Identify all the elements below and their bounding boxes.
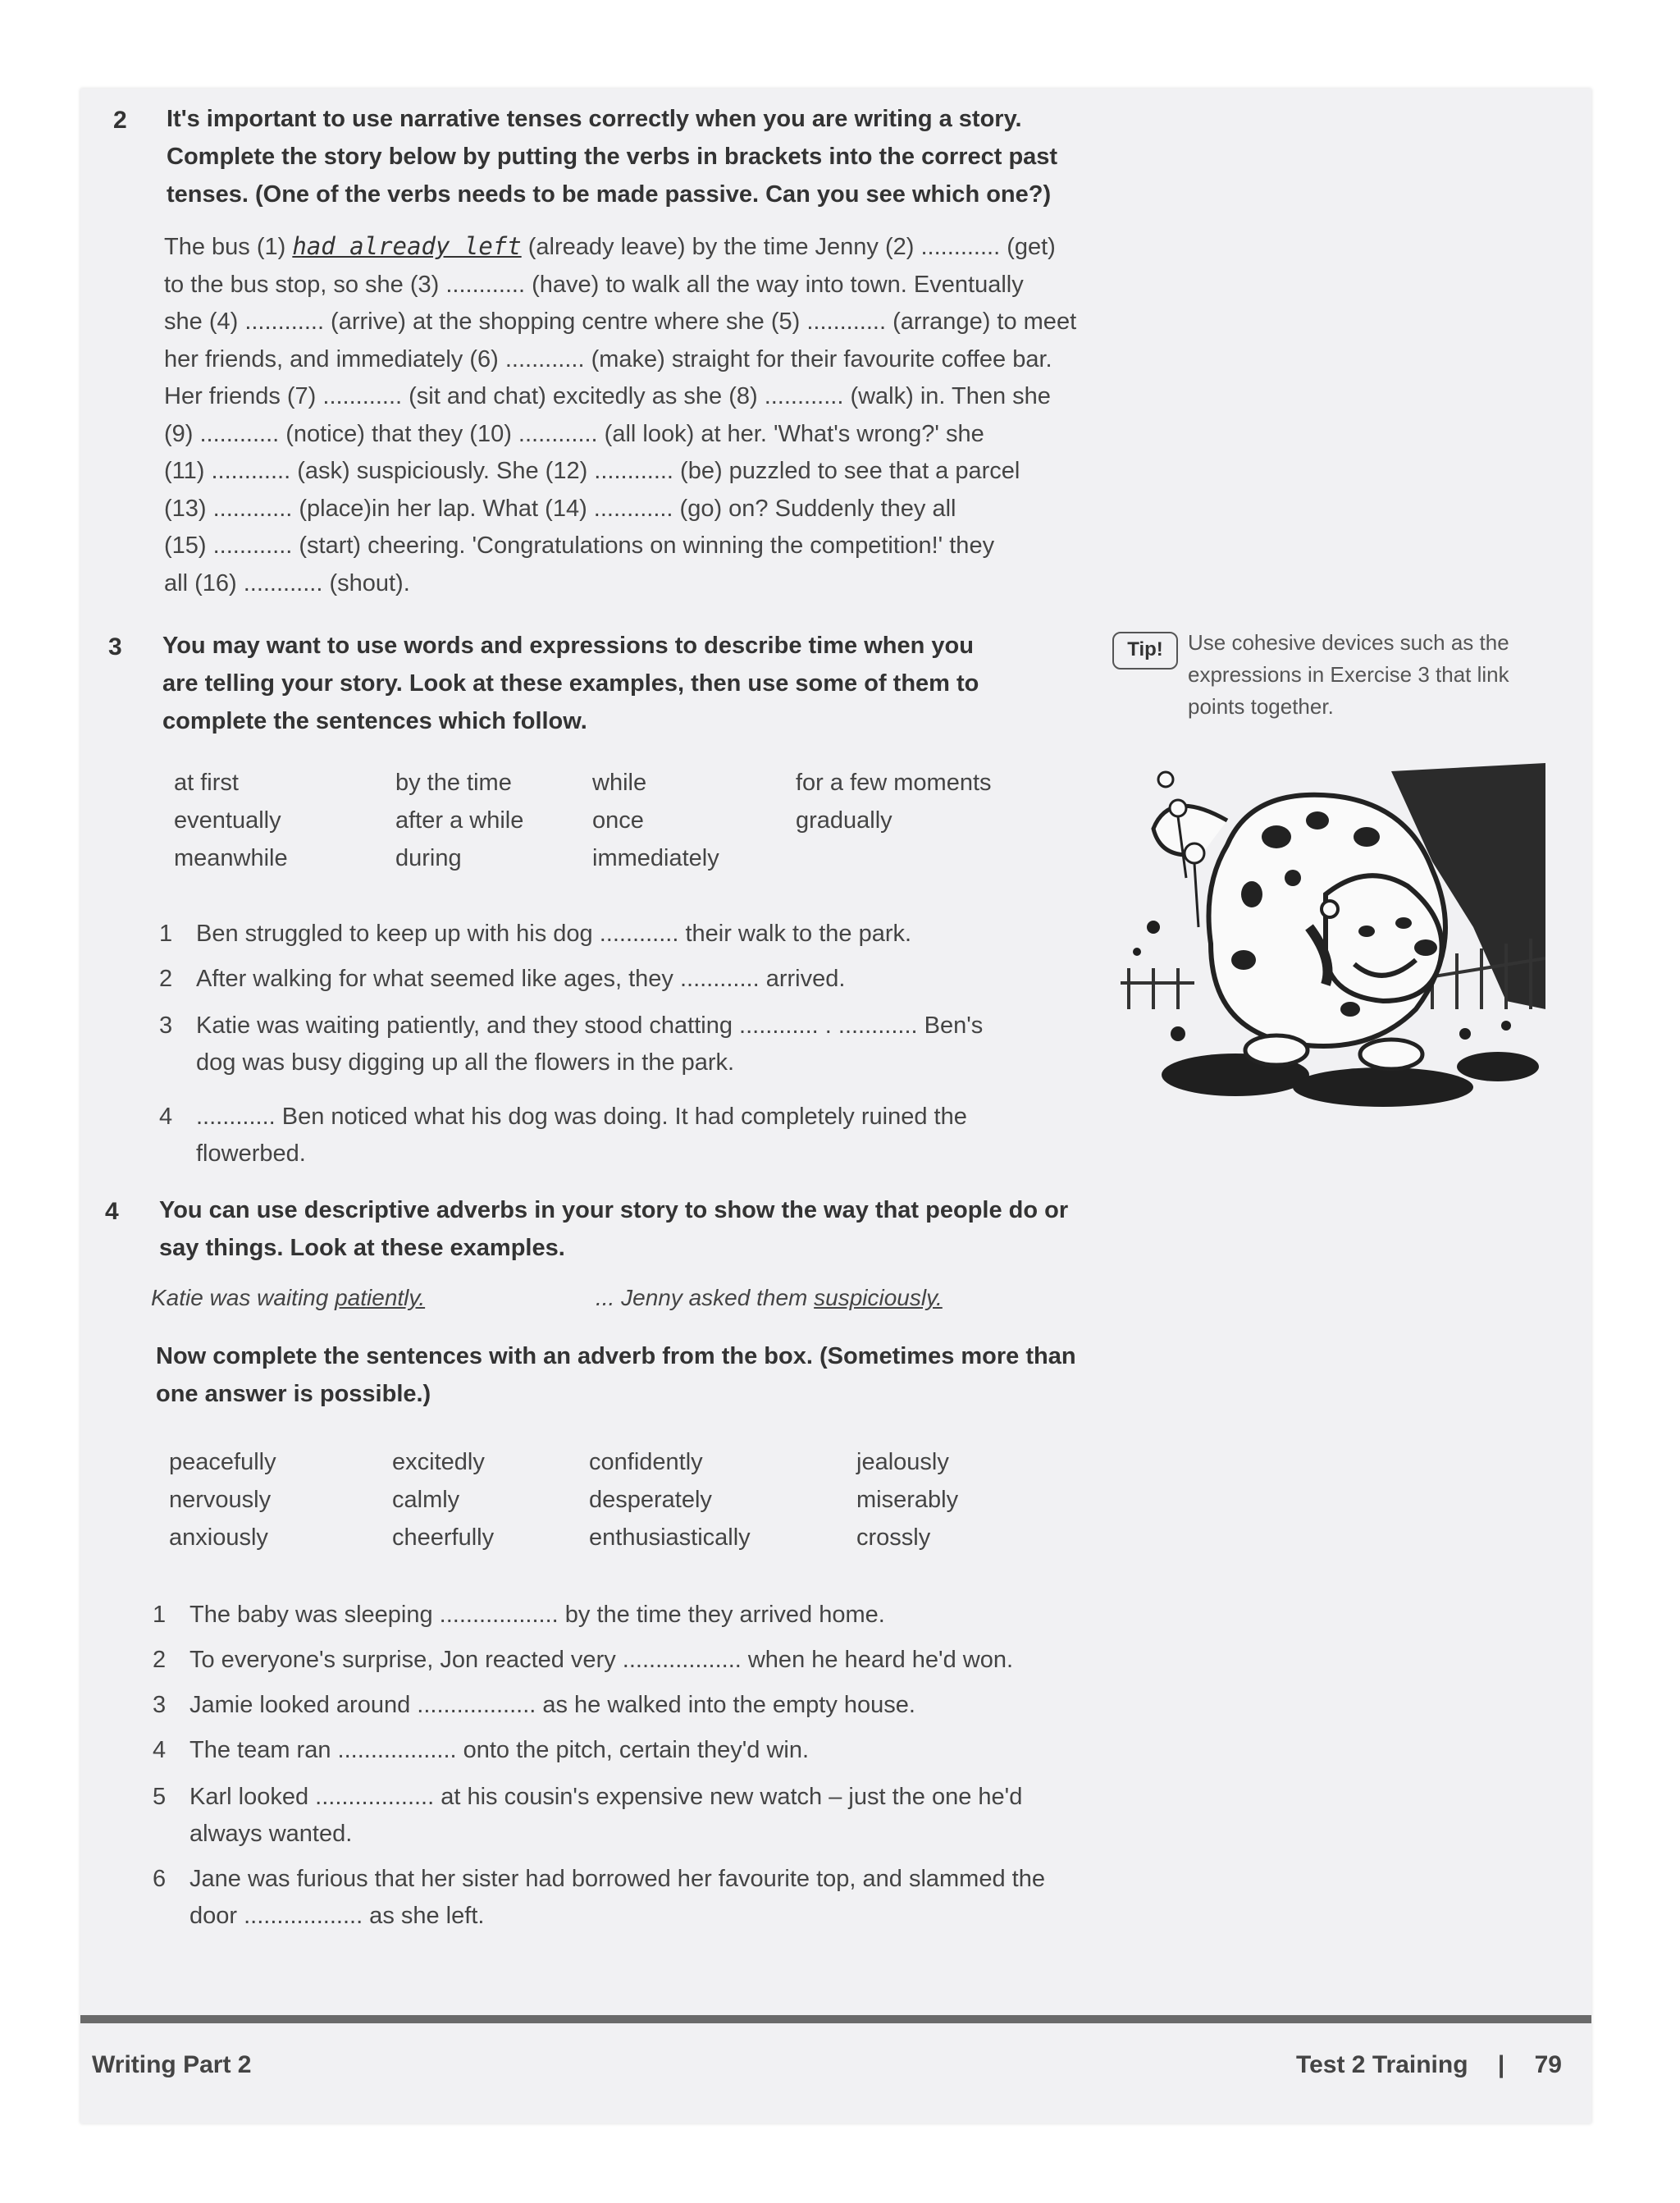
example-text: Katie was waiting xyxy=(151,1285,336,1310)
word: miserably xyxy=(856,1487,959,1513)
instruction-line: tenses. (One of the verbs needs to be made passive. Can you see which one?) xyxy=(167,181,1052,208)
sentence-text: flowerbed. xyxy=(196,1140,306,1167)
sentence-number: 1 xyxy=(159,921,173,947)
word: desperately xyxy=(589,1487,712,1513)
sentence-text: ............ Ben noticed what his dog was doing. It had completely ruined the xyxy=(196,1104,967,1130)
story-line: (9) ............ (notice) that they (10) ............ (all look) at her. 'What's wrong?' she xyxy=(164,420,984,447)
footer-separator: | xyxy=(1497,2051,1505,2078)
word: while xyxy=(592,770,647,796)
workbook-page xyxy=(80,89,1591,2123)
instruction-line: You can use descriptive adverbs in your story to show the way that people do or xyxy=(159,1197,1069,1223)
word: jealously xyxy=(856,1449,949,1475)
word: by the time xyxy=(395,770,512,796)
footer-page-info xyxy=(1296,2051,1562,2079)
sentence-number: 2 xyxy=(159,966,173,992)
story-line: to the bus stop, so she (3) ............ (have) to walk all the way into town. Eventually xyxy=(164,271,1024,298)
sentence-text: always wanted. xyxy=(189,1821,353,1847)
instruction-line: You may want to use words and expressions to describe time when you xyxy=(162,633,974,659)
word: for a few moments xyxy=(796,770,992,796)
cartoon-dog-digging-flowers-icon xyxy=(1121,763,1545,1124)
sentence-text: Karl looked .................. at his cousin's expensive new watch – just the one he'd xyxy=(189,1784,1023,1810)
story-fragment: The bus (1) xyxy=(164,234,293,260)
adverb-example-1 xyxy=(151,1285,425,1311)
exercise-3-sentences xyxy=(159,916,1102,1178)
footer-divider xyxy=(80,2015,1591,2023)
instruction-line: It's important to use narrative tenses correctly when you are writing a story. xyxy=(167,106,1022,132)
instruction-line: Now complete the sentences with an adverb from the box. (Sometimes more than xyxy=(156,1343,1076,1369)
sentence-text: Katie was waiting patiently, and they stood chatting ............ . ............ Ben's xyxy=(196,1012,984,1039)
sentence-text: door .................. as she left. xyxy=(189,1903,485,1929)
word: once xyxy=(592,807,644,834)
sentence-text: The baby was sleeping .................. by the time they arrived home. xyxy=(189,1602,885,1628)
exercise-4-number: 4 xyxy=(105,1198,119,1225)
adverbs-box xyxy=(169,1449,1071,1564)
word: anxiously xyxy=(169,1524,268,1551)
sentence-number: 6 xyxy=(153,1866,167,1892)
sentence-text: The team ran .................. onto the pitch, certain they'd win. xyxy=(189,1737,810,1763)
story-line: she (4) ............ (arrive) at the shopping centre where she (5) ............ (arrange) to meet xyxy=(164,309,1077,335)
instruction-line: say things. Look at these examples. xyxy=(159,1235,565,1261)
sentence-number: 3 xyxy=(153,1692,167,1718)
word: gradually xyxy=(796,807,892,834)
word: during xyxy=(395,845,462,871)
tip-line: expressions in Exercise 3 that link xyxy=(1188,662,1509,687)
story-line: all (16) ............ (shout). xyxy=(164,569,410,596)
exercise-3-number: 3 xyxy=(108,633,122,660)
story-fragment: (already leave) by the time Jenny (2) ............ (get) xyxy=(521,234,1056,260)
tip-line: Use cohesive devices such as the xyxy=(1188,630,1509,655)
word: crossly xyxy=(856,1524,931,1551)
exercise-4-sentences xyxy=(153,1597,1170,1941)
time-expressions-box xyxy=(174,770,1076,884)
instruction-line: complete the sentences which follow. xyxy=(162,708,587,734)
sentence-number: 2 xyxy=(153,1647,167,1673)
instruction-line: Complete the story below by putting the verbs in brackets into the correct past xyxy=(167,144,1058,170)
handwritten-answer: had already left xyxy=(292,232,522,260)
sentence-number: 5 xyxy=(153,1784,167,1810)
story-text xyxy=(164,228,1198,602)
example-adverb: suspiciously. xyxy=(814,1285,943,1310)
exercise-4-instructions xyxy=(159,1191,1068,1267)
word: excitedly xyxy=(392,1449,485,1475)
footer-section: Training xyxy=(1372,2051,1468,2078)
sentence-text: dog was busy digging up all the flowers in the park. xyxy=(196,1049,735,1076)
word: peacefully xyxy=(169,1449,276,1475)
word: eventually xyxy=(174,807,281,834)
sentence-number: 1 xyxy=(153,1602,167,1628)
exercise-2-number: 2 xyxy=(113,107,127,134)
footer-section-title: Writing Part 2 xyxy=(92,2051,252,2078)
word: meanwhile xyxy=(174,845,288,871)
tip-text xyxy=(1188,627,1509,723)
instruction-line: one answer is possible.) xyxy=(156,1381,431,1407)
sentence-text: Jamie looked around .................. as he walked into the empty house. xyxy=(189,1692,915,1718)
story-line: her friends, and immediately (6) ............ (make) straight for their favourite coffee bar. xyxy=(164,345,1052,372)
sentence-text: After walking for what seemed like ages, they ............ arrived. xyxy=(196,966,846,992)
footer-test: Test 2 xyxy=(1296,2051,1366,2078)
word: confidently xyxy=(589,1449,703,1475)
word: calmly xyxy=(392,1487,460,1513)
word: nervously xyxy=(169,1487,272,1513)
example-adverb: patiently. xyxy=(335,1285,426,1310)
page-number: 79 xyxy=(1534,2051,1562,2078)
tip-line: points together. xyxy=(1188,694,1334,719)
story-line: (13) ............ (place)in her lap. What (14) ............ (go) on? Suddenly they all xyxy=(164,495,956,522)
story-line xyxy=(164,228,1198,267)
sentence-number: 4 xyxy=(159,1104,173,1130)
word: after a while xyxy=(395,807,524,834)
sentence-number: 3 xyxy=(159,1012,173,1039)
exercise-2-instructions xyxy=(167,100,1057,213)
exercise-4-instructions-2 xyxy=(156,1337,1076,1413)
story-line: Her friends (7) ............ (sit and chat) excitedly as she (8) ............ (walk) in. Then she xyxy=(164,383,1051,409)
example-text: ... Jenny asked them xyxy=(596,1285,815,1310)
sentence-text: Jane was furious that her sister had borrowed her favourite top, and slammed the xyxy=(189,1866,1045,1892)
story-line: (15) ............ (start) cheering. 'Congratulations on winning the competition!' they xyxy=(164,532,995,559)
instruction-line: are telling your story. Look at these examples, then use some of them to xyxy=(162,670,979,697)
adverb-example-2 xyxy=(596,1285,943,1311)
story-line: (11) ............ (ask) suspiciously. She (12) ............ (be) puzzled to see that a parcel xyxy=(164,458,1020,484)
word: enthusiastically xyxy=(589,1524,751,1551)
sentence-text: To everyone's surprise, Jon reacted very .................. when he heard he'd won. xyxy=(189,1647,1014,1673)
word: at first xyxy=(174,770,239,796)
exercise-3-instructions xyxy=(162,627,979,740)
sentence-number: 4 xyxy=(153,1737,167,1763)
word: immediately xyxy=(592,845,719,871)
sentence-text: Ben struggled to keep up with his dog ............ their walk to the park. xyxy=(196,921,912,947)
word: cheerfully xyxy=(392,1524,495,1551)
tip-badge: Tip! xyxy=(1112,632,1178,670)
